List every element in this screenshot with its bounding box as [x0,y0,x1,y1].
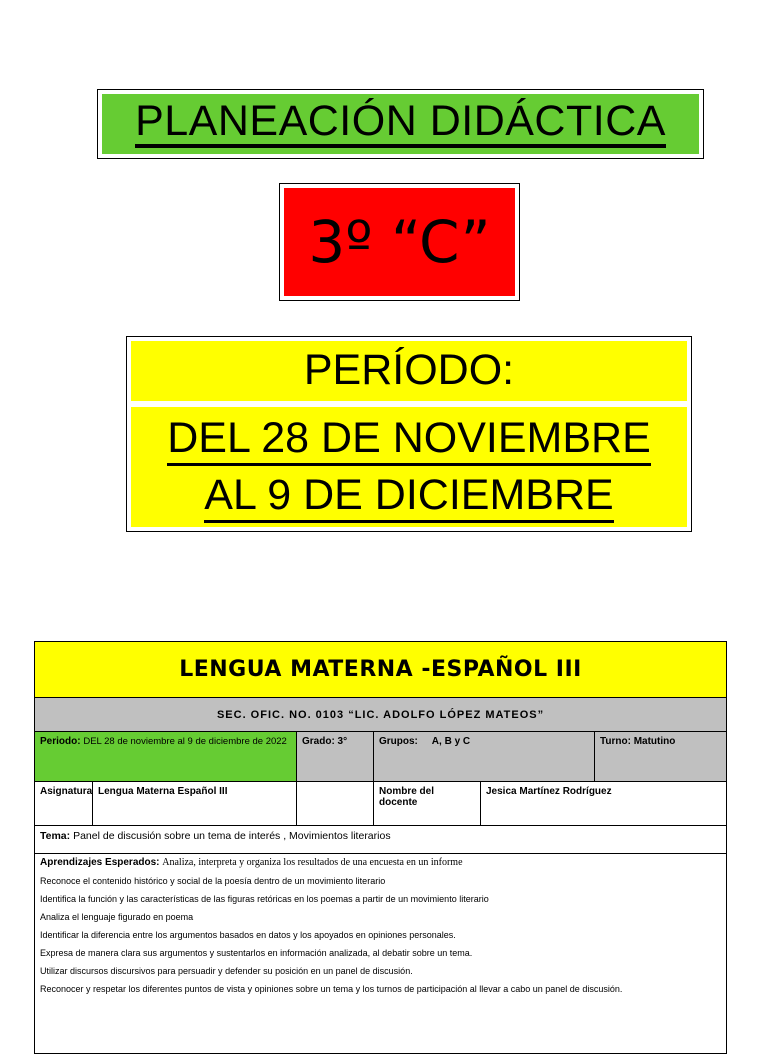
list-item: Identificar la diferencia entre los argumentos basados en datos y los apoyados en opiniones personales. [40,930,456,940]
group-banner [284,188,515,296]
asignatura-label: Asignatura [35,782,93,826]
aprendizajes-label: Aprendizajes Esperados: [40,857,160,868]
period-line-2: AL 9 DE DICIEMBRE [131,474,687,517]
aprendizajes-intro: Analiza, interpreta y organiza los resultados de una encuesta en un informe [162,857,463,868]
tema-cell [35,826,727,854]
grupos-value: A, B y C [431,736,471,747]
period-label: PERÍODO: [303,346,515,394]
page-title: PLANEACIÓN DIDÁCTICA [135,100,666,148]
periodo-label: Periodo: [40,736,81,747]
period-box [126,336,692,532]
periodo-value: DEL 28 de noviembre al 9 de diciembre de 2022 [83,736,287,747]
list-item: Expresa de manera clara sus argumentos y sustentarlos en información analizada, al debatir sobre un tema. [40,948,473,958]
group-label: 3º “C” [308,208,491,276]
tema-label: Tema: [40,830,71,842]
docente-label: Nombre del docente [374,782,481,826]
turno-cell: Turno: Matutino [595,732,727,782]
title-banner [102,94,699,154]
periodo-cell [35,732,297,782]
table-header: LENGUA MATERNA -ESPAÑOL III [35,642,727,698]
list-item: Identifica la función y las características de las figuras retóricas en los poemas a partir de un movimiento literario [40,894,489,904]
list-item: Reconocer y respetar los diferentes puntos de vista y opiniones sobre un tema y los turnos de participación al llevar a cabo un panel de discusión. [40,984,623,994]
docente-value: Jesica Martínez Rodríguez [481,782,727,826]
aprendizajes-header [40,858,721,868]
grado-cell: Grado: 3° [297,732,374,782]
asignatura-value: Lengua Materna Español III [93,782,297,826]
tema-value: Panel de discusión sobre un tema de interés , Movimientos literarios [73,830,391,842]
period-banner [131,341,687,527]
planning-table [34,641,727,1054]
list-item: Utilizar discursos discursivos para persuadir y defender su posición en un panel de discusión. [40,966,413,976]
title-box [97,89,704,159]
grupos-label: Grupos: [379,736,418,747]
period-line-1: DEL 28 DE NOVIEMBRE [131,417,687,460]
list-item: Analiza el lenguaje figurado en poema [40,912,194,922]
school-name: SEC. OFIC. NO. 0103 “LIC. ADOLFO LÓPEZ MATEOS” [35,698,727,732]
group-box [279,183,520,301]
list-item: Reconoce el contenido histórico y social de la poesía dentro de un movimiento literario [40,876,386,886]
period-divider [131,401,687,407]
grupos-cell [374,732,595,782]
